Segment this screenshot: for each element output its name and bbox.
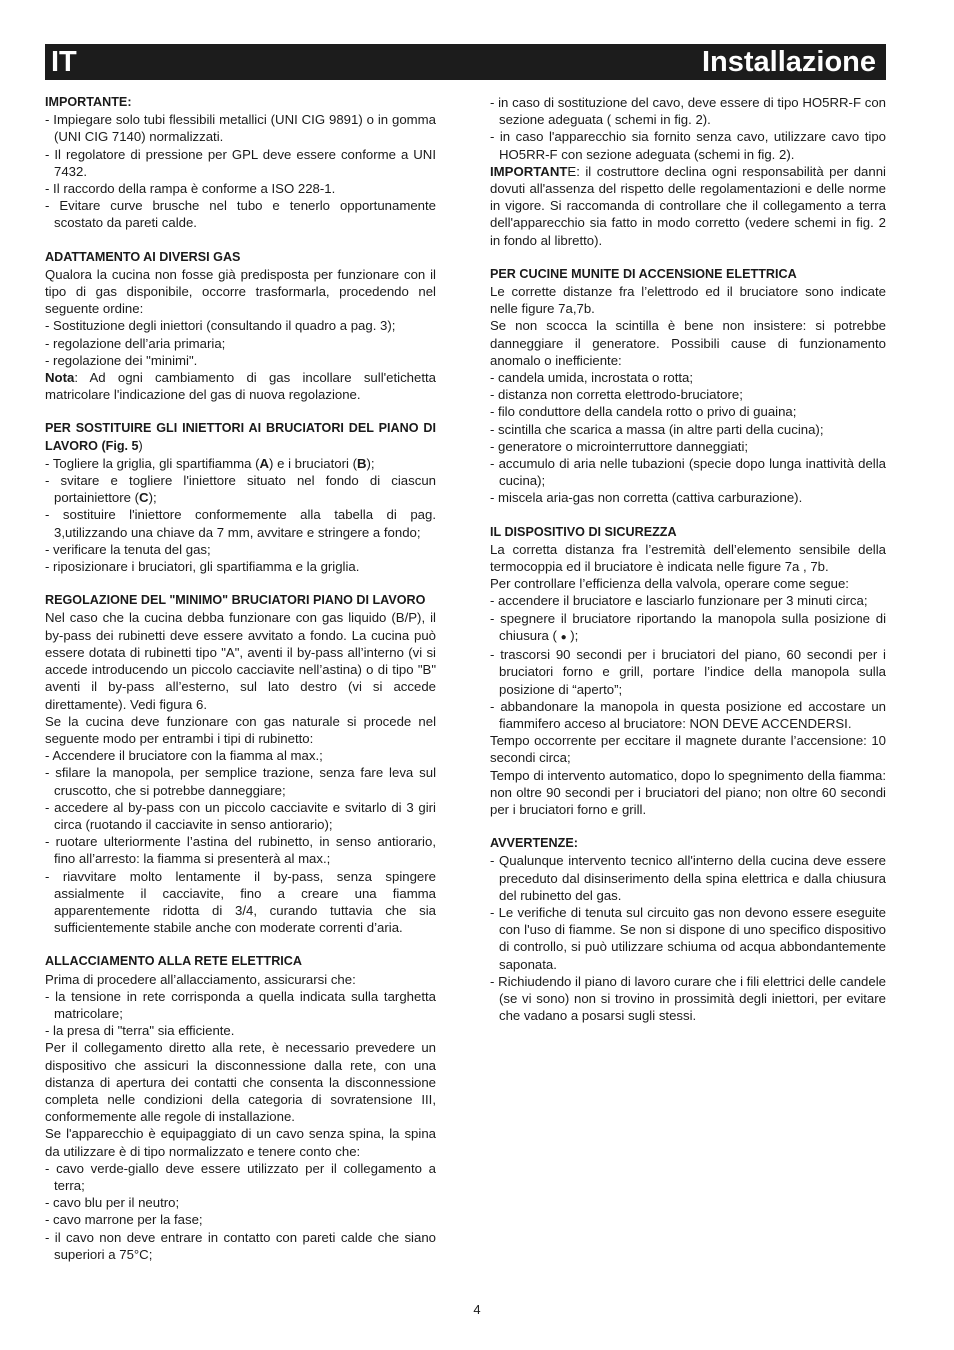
list-item: - generatore o microinterruttore danneggiati; bbox=[490, 438, 749, 454]
page-number: 4 bbox=[473, 1302, 481, 1317]
paragraph: Qualora la cucina non fosse già predisposta per funzionare con il tipo di gas disponibile, occorre trasformarla, procedendo nel seguente ordine: bbox=[45, 266, 436, 317]
list-item: - Le verifiche di tenuta sul circuito gas non devono essere eseguite con l'uso di fiamme. Se non si dispone di uno specifico dispositivo di controllo, si può utilizzare schiuma od acqua abbondantemente saponata. bbox=[490, 904, 886, 972]
language-code: IT bbox=[51, 46, 77, 78]
important-paragraph: IMPORTANTE: il costruttore declina ogni responsabilità per danni dovuti all'assenza del rispetto delle regolamentazioni e delle norme in vigore. Si raccomanda di controllare che il collegamento a terra dell'apparecchio sia fatto in modo corretto (vedere schemi in fig. 2 in fondo al libretto). bbox=[490, 163, 886, 248]
paragraph: Prima di procedere all’allacciamento, assicurarsi che: bbox=[45, 971, 356, 987]
left-column bbox=[45, 94, 436, 1263]
section-title: AVVERTENZE: bbox=[490, 836, 578, 851]
list-item: - in caso l'apparecchio sia fornito senza cavo, utilizzare cavo tipo HO5RR-F con sezione adeguata (schemi in fig. 2). bbox=[490, 129, 886, 162]
paragraph: Se l'apparecchio è equipaggiato di un cavo senza spina, la spina da utilizzare è di tipo normalizzato e tenere conto che: bbox=[45, 1126, 436, 1159]
list-item: - la tensione in rete corrisponda a quella indicata sulla targhetta matricolare; bbox=[45, 988, 436, 1021]
list-item: - distanza non corretta elettrodo-bruciatore; bbox=[490, 387, 743, 403]
section-title: ADATTAMENTO AI DIVERSI GAS bbox=[45, 249, 241, 264]
list-item: - Il regolatore di pressione per GPL deve essere conforme a UNI 7432. bbox=[45, 146, 436, 179]
list-item: - abbandonare la manopola in questa posizione ed accostare un fiammifero acceso al bruciatore: NON DEVE ACCENDERSI. bbox=[490, 698, 886, 731]
list-item: - sostituire l'iniettore conformemente alla tabella di pag. 3,utilizzando una chiave da 7 mm, avvitare e stringere a fondo; bbox=[45, 507, 436, 540]
page-title: Installazione bbox=[701, 46, 876, 78]
list-item: - verificare la tenuta del gas; bbox=[45, 541, 211, 557]
list-item: - la presa di "terra" sia efficiente. bbox=[45, 1023, 235, 1039]
closed-position-icon: ● bbox=[560, 631, 567, 643]
list-item: - riavvitare molto lentamente il by-pass, senza spingere assialmente il cacciavite, fino a creare una fiamma apparentemente ridotta di 3/4, curando tuttavia che sia sufficientemente stabile anche con moderate correnti d’aria. bbox=[45, 868, 436, 936]
paragraph: Se non scocca la scintilla è bene non insistere: si potrebbe danneggiare il generatore. Possibili cause di funzionamento anomalo o inefficiente: bbox=[490, 318, 886, 368]
list-item: - regolazione dei "minimi". bbox=[45, 352, 198, 368]
list-item: - Accendere il bruciatore con la fiamma al max.; bbox=[45, 748, 323, 764]
list-item: - in caso di sostituzione del cavo, deve essere di tipo HO5RR-F con sezione adeguata ( schemi in fig. 2). bbox=[490, 95, 886, 128]
list-item: - spegnere il bruciatore riportando la manopola sulla posizione di chiusura ( ● ); bbox=[490, 610, 886, 643]
list-item: - cavo marrone per la fase; bbox=[45, 1212, 203, 1228]
section-title: IMPORTANTE: bbox=[45, 95, 132, 109]
right-column bbox=[490, 94, 886, 1024]
page-header bbox=[45, 44, 886, 80]
section-title: ALLACCIAMENTO ALLA RETE ELETTRICA bbox=[45, 954, 302, 969]
list-item: - accedere al by-pass con un piccolo cacciavite e svitarlo di 3 giri circa (ruotando il cacciavite in senso antiorario); bbox=[45, 799, 436, 832]
important-label: IMPORTANT bbox=[490, 163, 568, 179]
list-item: - cavo verde-giallo deve essere utilizzato per il collegamento a terra; bbox=[45, 1160, 436, 1193]
list-item: - il cavo non deve entrare in contatto con pareti calde che siano superiori a 75°C; bbox=[45, 1229, 436, 1262]
section-title: REGOLAZIONE DEL "MINIMO" BRUCIATORI PIANO DI LAVORO bbox=[45, 593, 426, 608]
list-item: - riposizionare i bruciatori, gli spartifiamma e la griglia. bbox=[45, 559, 360, 575]
paragraph: Se la cucina deve funzionare con gas naturale si procede nel seguente modo per entrambi i tipi di rubinetto: bbox=[45, 713, 436, 746]
section-title: PER SOSTITUIRE GLI INIETTORI AI BRUCIATORI DEL PIANO DI LAVORO (Fig. 5) bbox=[45, 421, 436, 453]
paragraph: Tempo occorrente per eccitare il magnete durante l’accensione: 10 secondi circa; bbox=[490, 733, 886, 766]
list-item: - scintilla che scarica a massa (in altre parti della cucina); bbox=[490, 421, 824, 437]
list-item: - miscela aria-gas non corretta (cattiva carburazione). bbox=[490, 490, 803, 506]
list-item: - cavo blu per il neutro; bbox=[45, 1195, 180, 1211]
list-item: - Richiudendo il piano di lavoro curare che i fili elettrici delle candele (se vi sono) non si trovino in prossimità degli iniettori, per evitare che vadano a posarsi sugli stessi. bbox=[490, 973, 886, 1024]
paragraph: Tempo di intervento automatico, dopo lo spegnimento della fiamma: non oltre 90 secondi per i bruciatori del piano; non oltre 60 secondi per i bruciatori forno e grill. bbox=[490, 767, 886, 817]
list-item: - filo conduttore della candela rotto o privo di guaina; bbox=[490, 404, 797, 420]
list-item: - accumulo di aria nelle tubazioni (specie dopo lunga inattività della cucina); bbox=[490, 456, 886, 489]
list-item: - Evitare curve brusche nel tubo e tenerlo opportunamente scostato da pareti calde. bbox=[45, 198, 436, 231]
list-item: - Sostituzione degli iniettori (consultando il quadro a pag. 3); bbox=[45, 318, 396, 334]
paragraph: La corretta distanza fra l’estremità dell’elemento sensibile della termocoppia ed il bruciatore è indicata nelle figure 7a , 7b. bbox=[490, 541, 886, 575]
paragraph: Le corrette distanze fra l’elettrodo ed il bruciatore sono indicate nelle figure 7a,7b. bbox=[490, 284, 886, 317]
paragraph: Per controllare l’efficienza della valvola, operare come segue: bbox=[490, 576, 849, 592]
note-label: Nota bbox=[45, 370, 75, 386]
list-item: - regolazione dell’aria primaria; bbox=[45, 335, 226, 351]
list-item: - sfilare la manopola, per semplice trazione, senza fare leva sul cruscotto, che si potrebbe danneggiare; bbox=[45, 765, 436, 798]
list-item: - candela umida, incrostata o rotta; bbox=[490, 370, 694, 386]
paragraph: Per il collegamento diretto alla rete, è necessario prevedere un dispositivo che assicuri la disconnessione dalla rete, con una distanza di apertura dei contatti che consenta la disconnessione completa nelle condizioni della categoria di sovratensione III, conformemente alle regole di installazione. bbox=[45, 1040, 436, 1125]
paragraph: Nel caso che la cucina debba funzionare con gas liquido (B/P), il by-pass dei rubinetti deve essere avvitato a fondo. La cucina può essere dotata di rubinetti tipo "A", aventi il by-pass all’interno (vi si accede introducendo un piccolo cacciavite nell’astina) o di tipo "B" aventi il by-pass all’esterno, sul lato destro (vi si accede direttamente). Vedi figura 6. bbox=[45, 610, 436, 712]
section-title: PER CUCINE MUNITE DI ACCENSIONE ELETTRICA bbox=[490, 266, 797, 281]
note-text: : Ad ogni cambiamento di gas incollare sull'etichetta matricolare l'indicazione del gas di nuova regolazione. bbox=[45, 370, 436, 403]
list-item: - Qualunque intervento tecnico all'interno della cucina deve essere preceduto dal disinserimento della spina elettrica e dalla chiusura del rubinetto del gas. bbox=[490, 853, 886, 903]
list-item: - accendere il bruciatore e lasciarlo funzionare per 3 minuti circa; bbox=[490, 593, 868, 609]
section-title: IL DISPOSITIVO DI SICUREZZA bbox=[490, 524, 677, 539]
list-item: - Il raccordo della rampa è conforme a ISO 228-1. bbox=[45, 181, 336, 197]
note-paragraph bbox=[45, 369, 436, 403]
list-item: - Impiegare solo tubi flessibili metallici (UNI CIG 9891) o in gomma (UNI CIG 7140) normalizzati. bbox=[45, 112, 436, 145]
list-item: - trascorsi 90 secondi per i bruciatori del piano, 60 secondi per i bruciatori forno e grill, portare l’indice della manopola sulla posizione di “aperto”; bbox=[490, 647, 886, 697]
list-item: - svitare e togliere l'iniettore situato nel fondo di ciascun portainiettore (C); bbox=[45, 473, 436, 506]
list-item: - Togliere la griglia, gli spartifiamma (A) e i bruciatori (B); bbox=[45, 455, 375, 471]
list-item: - ruotare ulteriormente l’astina del rubinetto, in senso antiorario, fino all’arresto: la fiamma si presenterà al max.; bbox=[45, 834, 436, 867]
